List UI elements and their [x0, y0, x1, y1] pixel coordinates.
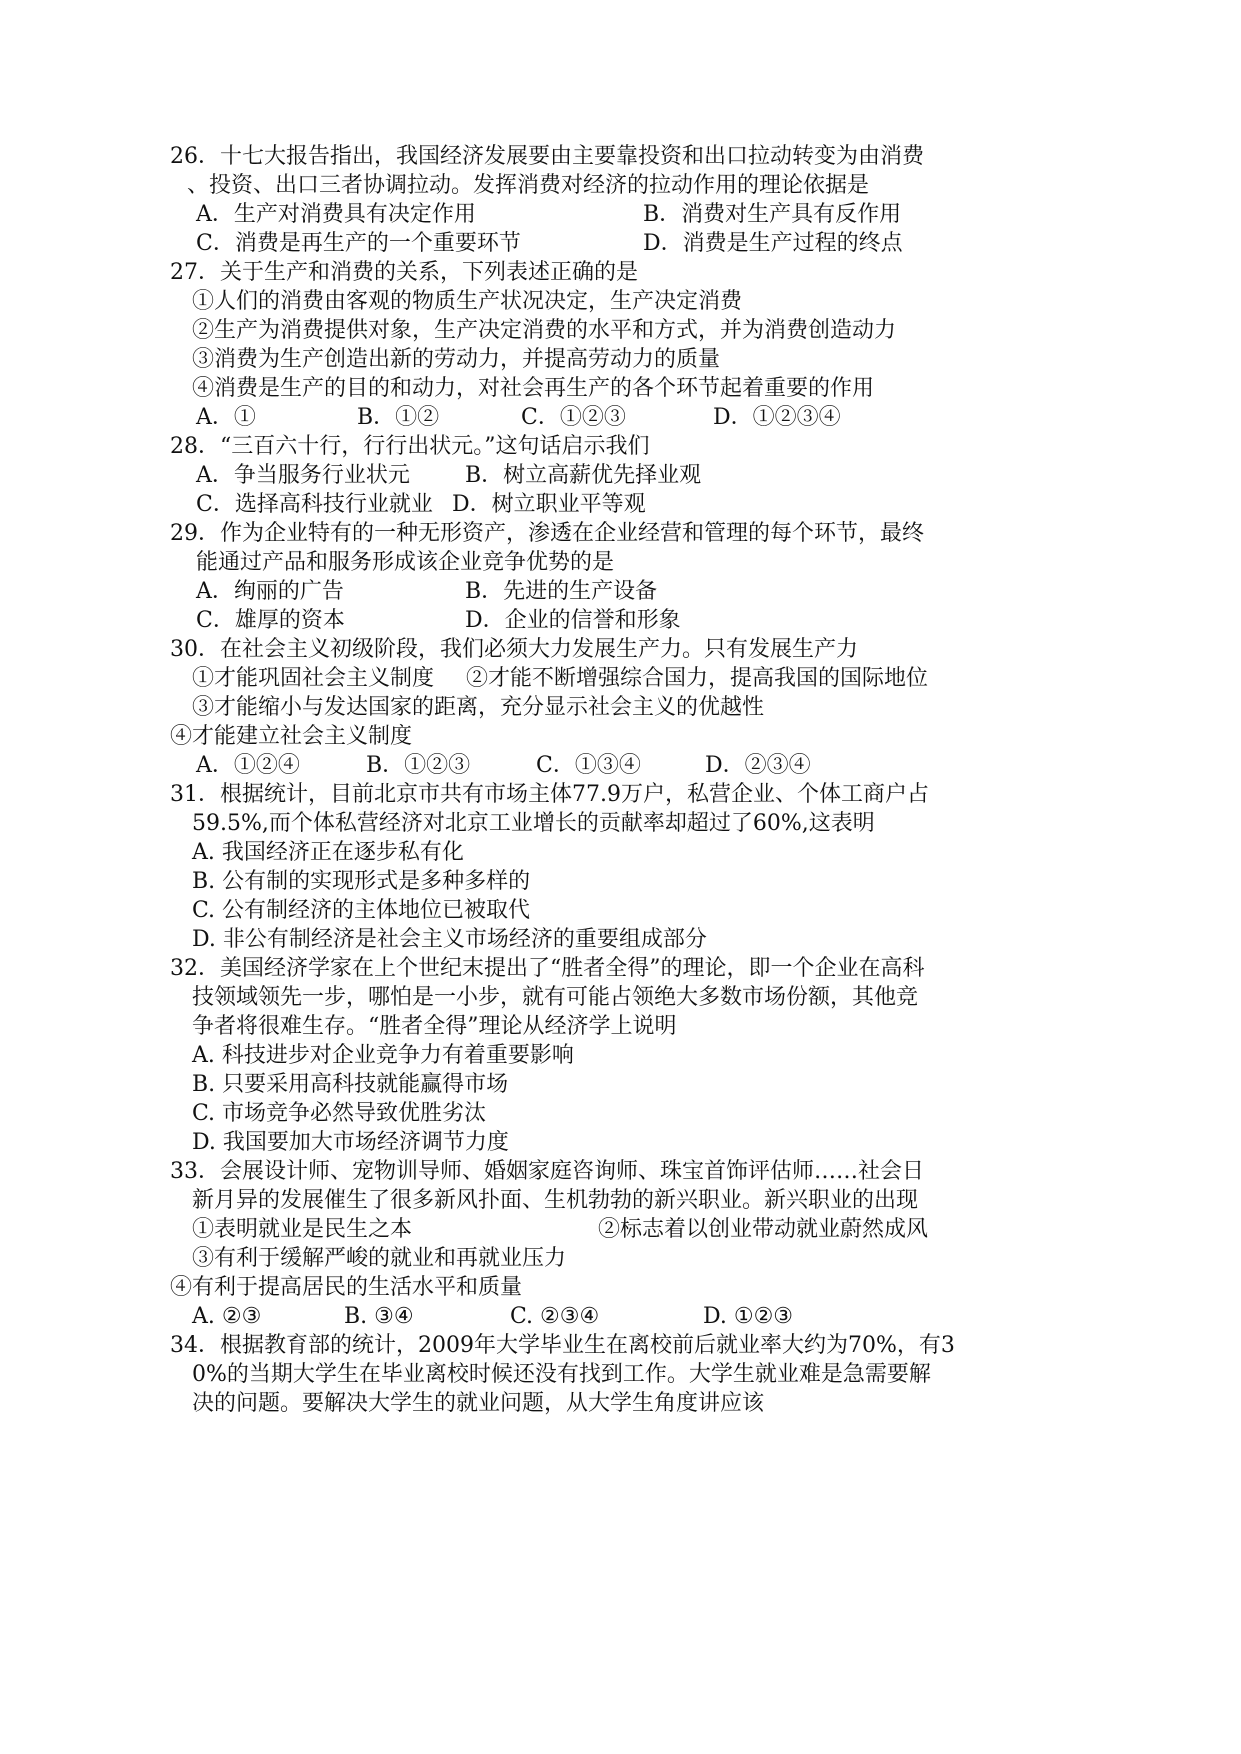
q27-statement-3: ③消费为生产创造出新的劳动力，并提高劳动力的质量: [192, 347, 721, 372]
q28-option-d: D．树立职业平等观: [452, 492, 646, 517]
q31-stem-line2: 59.5%,而个体私营经济对北京工业增长的贡献率却超过了60%,这表明: [192, 811, 875, 836]
q27-statement-4: ④消费是生产的目的和动力，对社会再生产的各个环节起着重要的作用: [192, 376, 875, 401]
q30-statement-2: ②才能不断增强综合国力，提高我国的国际地位: [466, 666, 929, 691]
q27-statement-1: ①人们的消费由客观的物质生产状况决定，生产决定消费: [192, 289, 743, 314]
q30-statement-1: ①才能巩固社会主义制度: [192, 666, 435, 691]
q30-statement-3: ③才能缩小与发达国家的距离，充分显示社会主义的优越性: [192, 695, 765, 720]
q28-option-c: C．选择高科技行业就业: [196, 492, 433, 517]
q30-stem: 30．在社会主义初级阶段，我们必须大力发展生产力。只有发展生产力: [170, 637, 858, 662]
q30-statement-4: ④才能建立社会主义制度: [170, 724, 413, 749]
q31-stem-line1: 31．根据统计，目前北京市共有市场主体77.9万户，私营企业、个体工商户占: [170, 782, 929, 807]
q29-option-d: D．企业的信誉和形象: [465, 608, 681, 633]
q27-option-d: D．①②③④: [713, 405, 841, 430]
q27-option-a: A．①: [196, 405, 256, 430]
q33-statement-1: ①表明就业是民生之本: [192, 1217, 413, 1242]
q28-option-b: B．树立高薪优先择业观: [465, 463, 702, 488]
q27-statement-2: ②生产为消费提供对象，生产决定消费的水平和方式，并为消费创造动力: [192, 318, 897, 343]
q32-option-a: A. 科技进步对企业竞争力有着重要影响: [192, 1043, 574, 1068]
q31-option-d: D. 非公有制经济是社会主义市场经济的重要组成部分: [192, 927, 707, 952]
q34-stem-line3: 决的问题。要解决大学生的就业问题，从大学生角度讲应该: [192, 1391, 765, 1416]
q32-stem-line1: 32．美国经济学家在上个世纪末提出了“胜者全得”的理论，即一个企业在高科: [170, 956, 925, 981]
q29-option-b: B．先进的生产设备: [465, 579, 658, 604]
q29-option-a: A．绚丽的广告: [196, 579, 344, 604]
q27-stem: 27．关于生产和消费的关系，下列表述正确的是: [170, 260, 638, 285]
q32-option-c: C. 市场竞争必然导致优胜劣汰: [192, 1101, 487, 1126]
q28-stem: 28．“三百六十行，行行出状元。”这句话启示我们: [170, 434, 650, 459]
q31-option-c: C. 公有制经济的主体地位已被取代: [192, 898, 531, 923]
q32-stem-line2: 技领域领先一步，哪怕是一小步，就有可能占领绝大多数市场份额，其他竞: [192, 985, 919, 1010]
q33-option-c: C. ②③④: [510, 1304, 600, 1329]
q32-stem-line3: 争者将很难生存。“胜者全得”理论从经济学上说明: [192, 1014, 677, 1039]
q28-option-a: A．争当服务行业状元: [196, 463, 410, 488]
q33-option-a: A. ②③: [192, 1304, 262, 1329]
q32-option-d: D. 我国要加大市场经济调节力度: [192, 1130, 509, 1155]
q26-option-d: D．消费是生产过程的终点: [643, 231, 903, 256]
q33-statement-3: ③有利于缓解严峻的就业和再就业压力: [192, 1246, 567, 1271]
q33-stem-line2: 新月异的发展催生了很多新风扑面、生机勃勃的新兴职业。新兴职业的出现: [192, 1188, 919, 1213]
q31-option-a: A. 我国经济正在逐步私有化: [192, 840, 464, 865]
q26-option-b: B．消费对生产具有反作用: [643, 202, 902, 227]
q27-option-b: B．①②: [357, 405, 440, 430]
q33-statement-4: ④有利于提高居民的生活水平和质量: [170, 1275, 523, 1300]
q33-option-b: B. ③④: [344, 1304, 414, 1329]
q33-option-d: D. ①②③: [703, 1304, 794, 1329]
q26-option-a: A．生产对消费具有决定作用: [196, 202, 476, 227]
q30-option-d: D．②③④: [705, 753, 811, 778]
q29-stem-line1: 29．作为企业特有的一种无形资产，渗透在企业经营和管理的每个环节，最终: [170, 521, 924, 546]
q31-option-b: B. 公有制的实现形式是多种多样的: [192, 869, 531, 894]
q33-stem-line1: 33．会展设计师、宠物训导师、婚姻家庭咨询师、珠宝首饰评估师……社会日: [170, 1159, 924, 1184]
q34-stem-line1: 34．根据教育部的统计，2009年大学毕业生在离校前后就业率大约为70%，有3: [170, 1333, 955, 1358]
q26-stem-line2: 、投资、出口三者协调拉动。发挥消费对经济的拉动作用的理论依据是: [187, 173, 870, 198]
q26-stem-line1: 26．十七大报告指出，我国经济发展要由主要靠投资和出口拉动转变为由消费: [170, 144, 924, 169]
q27-option-c: C．①②③: [521, 405, 626, 430]
q29-stem-line2: 能通过产品和服务形成该企业竞争优势的是: [196, 550, 615, 575]
q26-option-c: C．消费是再生产的一个重要环节: [196, 231, 521, 256]
q30-option-b: B．①②③: [366, 753, 471, 778]
q30-option-a: A．①②④: [196, 753, 300, 778]
q33-statement-2: ②标志着以创业带动就业蔚然成风: [598, 1217, 929, 1242]
q34-stem-line2: 0%的当期大学生在毕业离校时候还没有找到工作。大学生就业难是急需要解: [192, 1362, 931, 1387]
q32-option-b: B. 只要采用高科技就能赢得市场: [192, 1072, 509, 1097]
q30-option-c: C．①③④: [536, 753, 641, 778]
q29-option-c: C．雄厚的资本: [196, 608, 345, 633]
